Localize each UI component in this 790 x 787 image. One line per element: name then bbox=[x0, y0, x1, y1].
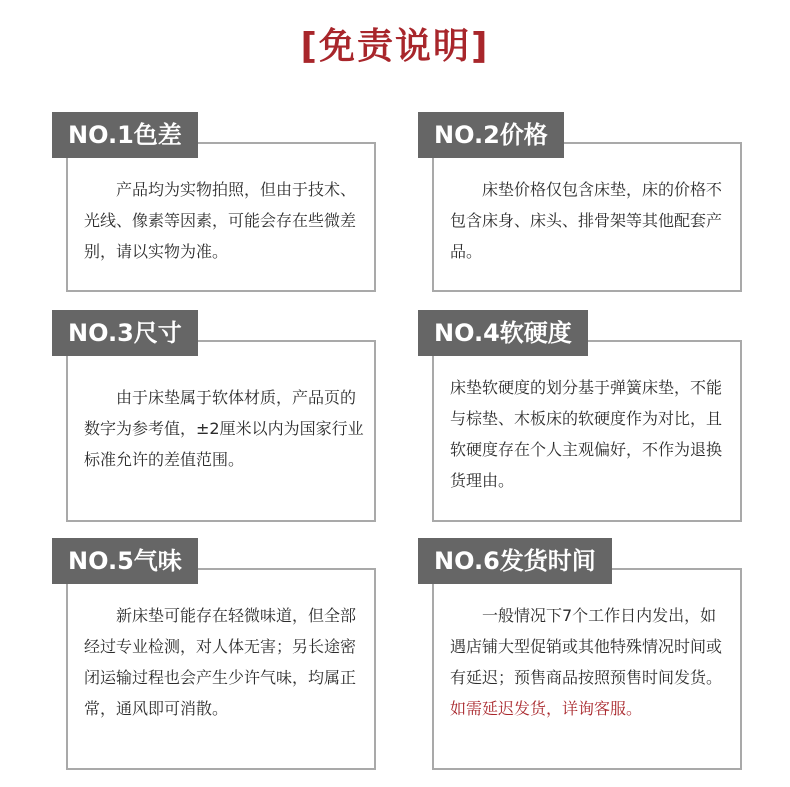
card-tag: NO.5气味 bbox=[52, 538, 198, 584]
card-tag: NO.1色差 bbox=[52, 112, 198, 158]
card-tag: NO.3尺寸 bbox=[52, 310, 198, 356]
card-text: 床垫价格仅包含床垫，床的价格不包含床身、床头、排骨架等其他配套产品。 bbox=[450, 180, 723, 261]
card-tag: NO.2价格 bbox=[418, 112, 564, 158]
card-text-highlight: 如需延迟发货，详询客服。 bbox=[450, 699, 643, 718]
card-text bbox=[450, 600, 730, 724]
card-text: 由于床垫属于软体材质，产品页的数字为参考值，±2厘米以内为国家行业标准允许的差值范围。 bbox=[84, 388, 364, 469]
card-text: 新床垫可能存在轻微味道，但全部经过专业检测，对人体无害；另长途密闭运输过程也会产生少许气味，均属正常，通风即可消散。 bbox=[84, 606, 357, 718]
card-tag: NO.4软硬度 bbox=[418, 310, 588, 356]
card-text: 床垫软硬度的划分基于弹簧床垫，不能与棕垫、木板床的软硬度作为对比，且软硬度存在个人主观偏好，不作为退换货理由。 bbox=[450, 378, 723, 490]
card-text: 产品均为实物拍照，但由于技术、光线、像素等因素，可能会存在些微差别，请以实物为准。 bbox=[84, 180, 357, 261]
card-tag: NO.6发货时间 bbox=[418, 538, 612, 584]
page-title: [免责说明] bbox=[300, 26, 490, 67]
card-text-main: 一般情况下7个工作日内发出，如遇店铺大型促销或其他特殊情况时间或有延迟；预售商品按照预售时间发货。 bbox=[450, 606, 723, 687]
